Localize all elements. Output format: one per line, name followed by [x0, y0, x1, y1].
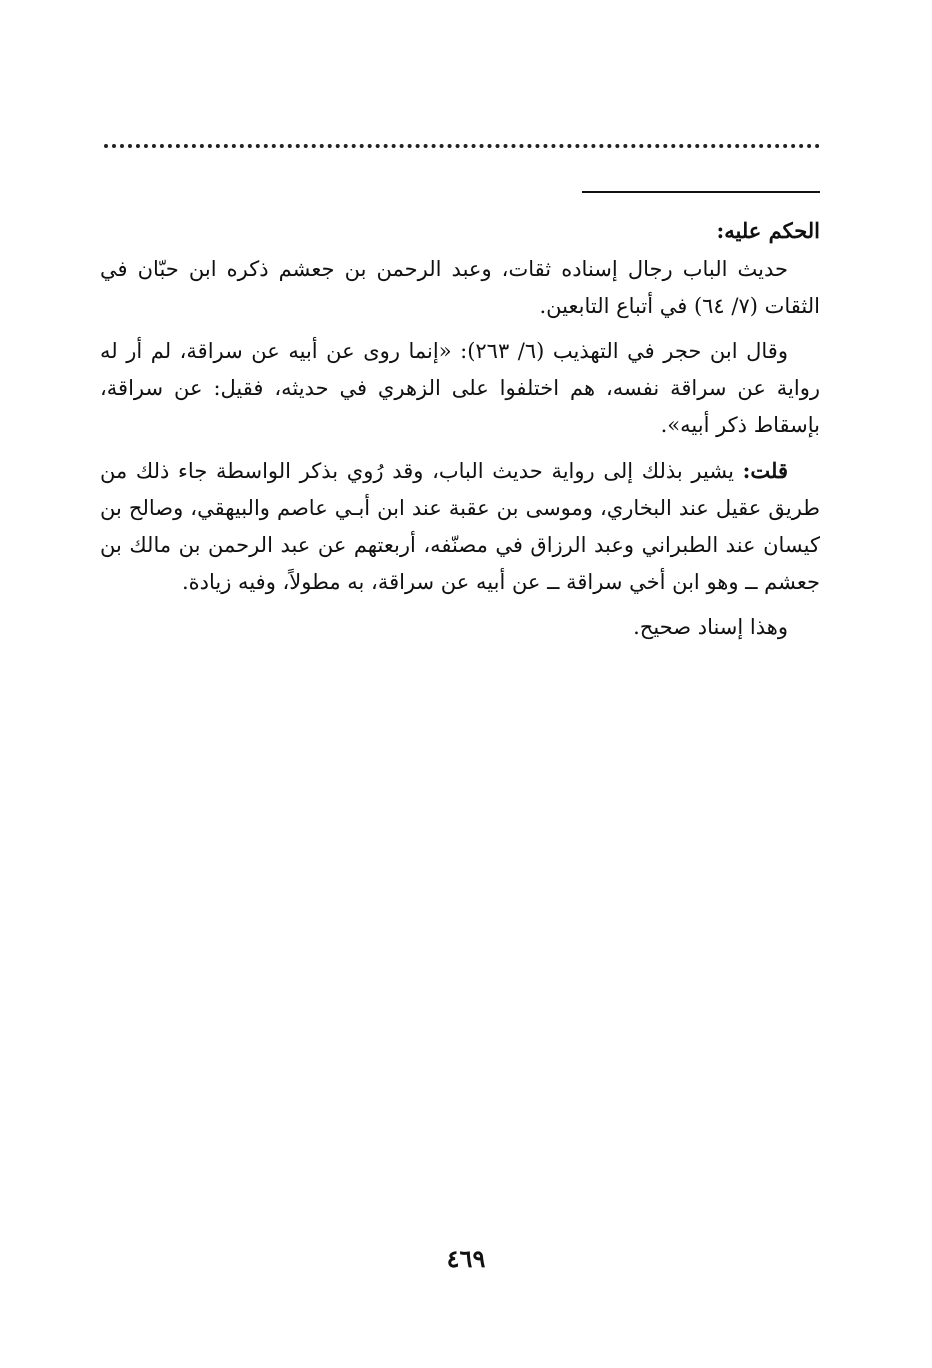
page-number: ٤٦٩: [446, 1244, 486, 1273]
paragraph-verdict: وهذا إسناد صحيح.: [633, 615, 788, 639]
section-rule: [582, 191, 820, 193]
paragraph-ibn-hajar-quote: وقال ابن حجر في التهذيب (٦/ ٢٦٣): «إنما روى عن أبيه عن سراقة، لم أر له رواية عن سراقة نفسه، هم اختلفوا على الزهري في حديثه، فقيل: عن سراقة، بإسقاط ذكر أبيه».: [100, 339, 820, 437]
comment-text: يشير بذلك إلى رواية حديث الباب، وقد رُوي بذكر الواسطة جاء ذلك من طريق عقيل عند البخاري، وموسى بن عقبة عند ابن أبـي عاصم والبيهقي، وصالح بن كيسان عند الطبراني وعبد الرزاق في مصنّفه، أربعتهم عن عبد الرحمن بن مالك بن جعشم ــ وهو ابن أخي سراقة ــ عن أبيه عن سراقة، به مطولاً، وفيه زيادة.: [100, 459, 820, 594]
dotted-separator: [104, 144, 820, 148]
paragraph-author-comment: [100, 452, 820, 601]
page-body: [100, 212, 820, 654]
paragraph-narrators: حديث الباب رجال إسناده ثقات، وعبد الرحمن بن جعشم ذكره ابن حبّان في الثقات (٧/ ٦٤) في أتباع التابعين.: [100, 257, 820, 318]
section-heading: الحكم عليه:: [716, 218, 820, 243]
comment-label: قلت:: [742, 458, 788, 483]
